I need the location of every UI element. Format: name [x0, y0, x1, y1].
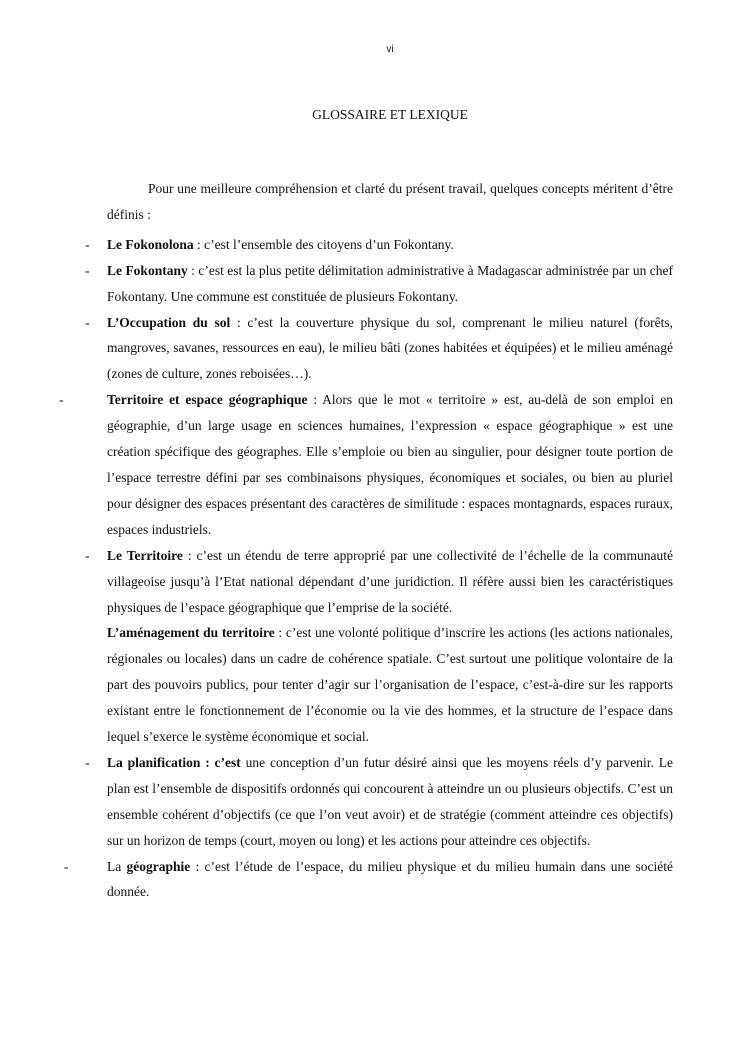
intro-paragraph: Pour une meilleure compréhension et clarté du présent travail, quelques concepts méritent d’être définis : [107, 181, 673, 222]
glossary-term: Le Territoire [107, 547, 183, 563]
glossary-definition: une conception d’un futur désiré ainsi que les moyens réels d’y parvenir. Le plan est l’ensemble de dispositifs ordonnés qui concourent à atteindre un ou plusieurs objectifs. C’est un ensemble cohérent d’objectifs (ce que l’on veut avoir) et de stratégie (comment atteindre ces objectifs) sur un horizon de temps (court, moyen ou long) et les actions pour atteindre ces objectifs. [107, 754, 673, 848]
glossary-definition: : Alors que le mot « territoire » est, au-delà de son emploi en géographie, d’un large usage en sciences humaines, l’expression « espace géographique » est une création spécifique des géographes. Elle s’emploie ou bien au singulier, pour désigner toute portion de l’espace terrestre défini par ses combinaisons physiques, économiques et sociales, ou bien au pluriel pour désigner des espaces présentant des caractères de similitude : espaces montagnards, espaces ruraux, espaces industriels. [107, 392, 673, 537]
list-bullet: - [85, 236, 90, 252]
list-bullet: - [85, 314, 90, 330]
glossary-entry-geographie [64, 854, 673, 906]
glossary-term: géographie [126, 858, 191, 874]
glossary-entry-fokonolona [85, 232, 673, 258]
page-number: vi [386, 44, 394, 55]
page-title: GLOSSAIRE ET LEXIQUE [312, 107, 468, 122]
glossary-term: Territoire et espace géographique [107, 392, 308, 408]
glossary-entry-planification [85, 750, 673, 854]
glossary-term: Le Fokontany [107, 262, 188, 278]
list-bullet: - [59, 392, 64, 408]
glossary-entry-territoire [85, 543, 673, 621]
glossary-term: L’aménagement du territoire [107, 625, 275, 641]
glossary-term: La planification : c’est [107, 754, 241, 770]
list-bullet: - [64, 858, 69, 874]
list-bullet: - [85, 754, 90, 770]
glossary-body [59, 176, 674, 905]
list-bullet: - [85, 262, 90, 278]
glossary-definition: : c’est l’étude de l’espace, du milieu physique et du milieu humain dans une société donnée. [107, 858, 673, 900]
glossary-entry-fokontany [85, 258, 673, 310]
glossary-definition: : c’est l’ensemble des citoyens d’un Fokontany. [193, 236, 454, 252]
glossary-entry-amenagement [107, 620, 673, 750]
list-bullet: - [85, 547, 90, 563]
glossary-entry-occupation-du-sol [85, 310, 673, 388]
glossary-term: L’Occupation du sol [107, 314, 231, 330]
glossary-definition: : c’est est la plus petite délimitation administrative à Madagascar administrée par un chef Fokontany. Une commune est constituée de plusieurs Fokontany. [107, 262, 673, 304]
glossary-definition: : c’est une volonté politique d’inscrire les actions (les actions nationales, régionales ou locales) dans un cadre de cohérence spatiale. C’est surtout une politique volontaire de la part des pouvoirs publics, pour tenter d’agir sur l’organisation de l’espace, c’est-à-dire sur les rapports existant entre le fonctionnement de l’économie ou la vie des hommes, et la structure de l’espace dans lequel s’exerce le système économique et social. [107, 625, 674, 745]
glossary-term: Le Fokonolona [107, 236, 194, 252]
glossary-prefix: La [107, 858, 127, 874]
glossary-entry-territoire-espace [59, 387, 673, 542]
glossary-definition: : c’est la couverture physique du sol, comprenant le milieu naturel (forêts, mangroves, savanes, ressources en eau), le milieu bâti (zones habitées et équipées) et le milieu aménagé (zones de culture, zones reboisées…). [107, 314, 673, 382]
glossary-definition: : c’est un étendu de terre approprié par une collectivité de l’échelle de la communauté villageoise jusqu’à l’Etat national dépendant d’une juridiction. Il réfère aussi bien les caractéristiques physiques de l’espace géographique que l’emprise de la société. [107, 547, 673, 615]
